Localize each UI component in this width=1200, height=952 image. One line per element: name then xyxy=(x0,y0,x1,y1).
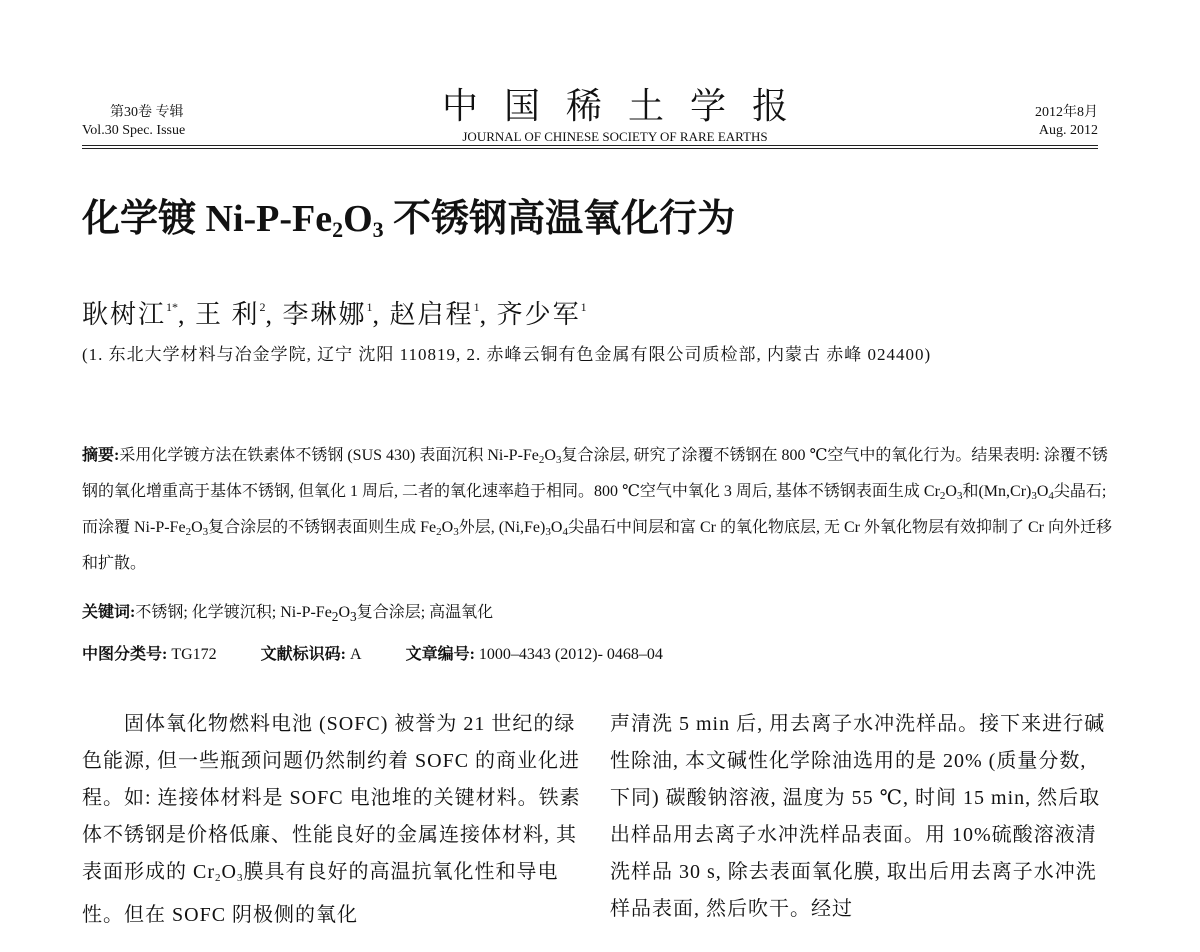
author-name: 王 利 xyxy=(195,300,260,329)
journal-title-zh: 中国稀土学报 xyxy=(441,86,814,126)
article-title: 化学镀 $Ni-P-Fe_2O_3$ 不锈钢高温氧化行为 xyxy=(82,198,736,242)
date-en: Aug. 2012 xyxy=(1038,123,1098,138)
body-column-right: 声清洗 5 min 后, 用去离子水冲洗样品。接下来进行碱性除油, 本文碱性化学除油选用的是 20% (质量分数, 下同) 碳酸钠溶液, 温度为 55 ℃, 时间 15 min, 然后取出样品用去离子水冲洗样品表面。用 10%硫酸溶液清洗样品 30 s, 除去表面氧化膜, 取出后用去离子水冲洗样品表面, 然后吹干。经过 xyxy=(610,713,1106,920)
header-rule-bottom xyxy=(82,148,1098,149)
clc-label: 中图分类号: xyxy=(82,646,168,663)
author-name: 耿树江 xyxy=(82,300,167,329)
article-id-label: 文章编号: xyxy=(405,646,475,663)
abstract-label: 摘要: xyxy=(82,447,120,464)
header-date xyxy=(938,104,1098,140)
author-name: 赵启程 xyxy=(389,300,474,329)
doc-code-value: A xyxy=(350,646,362,663)
keywords: 关键词:不锈钢; 化学镀沉积; $Ni-P-Fe_2O_3$复合涂层; 高温氧化 xyxy=(82,604,494,625)
keywords-label: 关键词: xyxy=(82,604,136,621)
author-list: 耿树江$^{1*}$, 王 利$^2$, 李琳娜$^1$, 赵启程$^1$, 齐少军$^1$ xyxy=(82,300,587,329)
classification-meta xyxy=(82,642,1122,668)
volume-en: Vol.30 Spec. Issue xyxy=(82,123,186,138)
volume-zh: 第30卷 专辑 xyxy=(110,105,184,120)
affiliations: (1. 东北大学材料与冶金学院, 辽宁 沈阳 110819, 2. 赤峰云铜有色金属有限公司质检部, 内蒙古 赤峰 024400) xyxy=(82,345,932,364)
doc-code-label: 文献标识码: xyxy=(260,646,347,663)
abstract: 摘要:采用化学镀方法在铁素体不锈钢 (SUS 430) 表面沉积 $Ni-P-Fe_2O_3$复合涂层, 研究了涂覆不锈钢在 800 ℃空气中的氧化行为。结果表明: 涂覆不锈钢的氧化增重高于基体不锈钢, 但氧化 1 周后, 二者的氧化速率趋于相同。800 ℃空气中氧化 3 周后, 基体不锈钢表面生成 $Cr_2O_3$和$(Mn,Cr)_3O_4$尖晶石; 而涂覆 $Ni-P-Fe_2O_3$复合涂层的不锈钢表面则生成 $Fe_2O_3$外层, $(Ni,Fe)_3O_4$尖晶石中间层和富 Cr 的氧化物底层, 无 Cr 外氧化物层有效抑制了 Cr 向外迁移和扩散。 xyxy=(82,447,1112,572)
date-zh: 2012年8月 xyxy=(1035,105,1098,120)
body-column-left: 固体氧化物燃料电池 (SOFC) 被誉为 21 世纪的绿色能源, 但一些瓶颈问题仍然制约着 SOFC 的商业化进程。如: 连接体材料是 SOFC 电池堆的关键材料。铁素体不锈钢是价格低廉、性能良好的金属连接体材料, 其表面形成的 $Cr_2O_3$膜具有良好的高温抗氧化性和导电性。但在 SOFC 阴极侧的氧化 xyxy=(82,713,581,926)
author-name: 齐少军 xyxy=(496,300,581,329)
clc-value: TG172 xyxy=(171,646,217,663)
journal-title-en: JOURNAL OF CHINESE SOCIETY OF RARE EARTHS xyxy=(462,129,768,144)
header-journal xyxy=(380,86,850,146)
article-id-value: 1000–4343 (2012)- 0468–04 xyxy=(478,646,663,663)
header-rule-top xyxy=(82,145,1098,146)
author-name: 李琳娜 xyxy=(282,300,367,329)
header-volume xyxy=(82,104,262,140)
